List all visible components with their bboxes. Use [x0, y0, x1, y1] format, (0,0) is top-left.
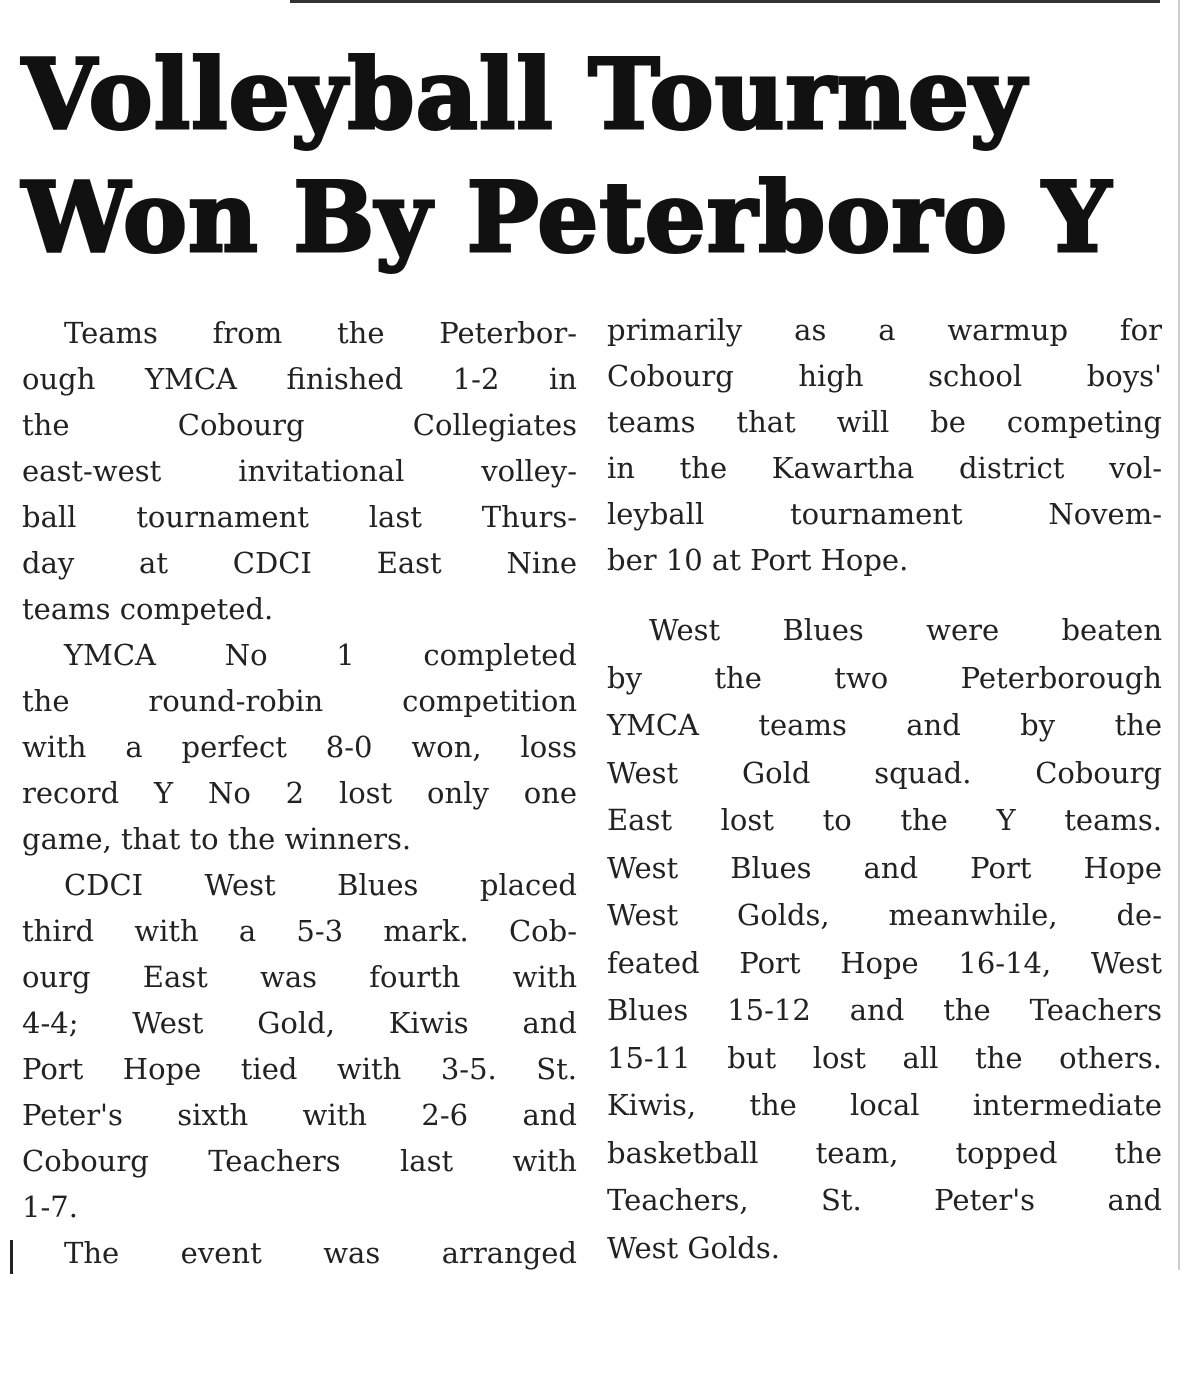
text-line: game, that to the winners.: [22, 822, 412, 856]
text-line: Port Hope tied with 3-5. St.: [22, 1052, 577, 1086]
text-line: ber 10 at Port Hope.: [607, 543, 909, 577]
article-column-right: [607, 307, 1162, 1272]
text-line: 15-11 but lost all the others.: [607, 1040, 1162, 1075]
text-line: ball tournament last Thurs-: [22, 500, 577, 534]
text-line: day at CDCI East Nine: [22, 546, 577, 580]
text-line: Teachers, St. Peter's and: [607, 1183, 1162, 1217]
text-line: primarily as a warmup for: [607, 313, 1162, 347]
paragraph: [607, 307, 1162, 583]
text-line: West Golds.: [607, 1230, 780, 1265]
article-column-left: [22, 310, 577, 1276]
text-line: The event was arranged: [64, 1236, 577, 1270]
text-line: teams that will be competing: [607, 405, 1162, 439]
text-line: East lost to the Y teams.: [607, 803, 1162, 837]
text-line: 1-7.: [22, 1190, 78, 1224]
text-line: Kiwis, the local intermediate: [607, 1088, 1162, 1122]
text-line: the round-robin competition: [22, 684, 577, 718]
text-line: 4-4; West Gold, Kiwis and: [22, 1006, 577, 1040]
text-line: third with a 5-3 mark. Cob-: [22, 914, 577, 948]
text-line: feated Port Hope 16-14, West: [607, 945, 1162, 980]
text-line: teams competed.: [22, 592, 274, 626]
text-line: record Y No 2 lost only one: [22, 776, 577, 810]
text-line: east-west invitational volley-: [22, 454, 577, 488]
top-rule: [290, 0, 1160, 3]
text-line: West Gold squad. Cobourg: [607, 755, 1162, 790]
text-line: West Golds, meanwhile, de-: [607, 898, 1162, 932]
text-line: Peter's sixth with 2-6 and: [22, 1098, 577, 1132]
text-line: CDCI West Blues placed: [64, 868, 577, 902]
paragraph: [607, 607, 1162, 1272]
text-line: basketball team, topped the: [607, 1135, 1162, 1170]
text-line: YMCA No 1 completed: [64, 638, 577, 672]
text-line: West Blues were beaten: [649, 613, 1162, 647]
text-line: Teams from the Peterbor-: [64, 316, 577, 350]
text-line: Cobourg high school boys': [607, 359, 1162, 393]
text-line: Blues 15-12 and the Teachers: [607, 993, 1162, 1027]
headline-line-1: Volleyball Tourney: [22, 38, 1027, 151]
margin-mark: [10, 1240, 13, 1274]
column-rule: [1178, 0, 1180, 1270]
text-line: ourg East was fourth with: [22, 960, 577, 994]
text-line: with a perfect 8-0 won, loss: [22, 730, 577, 764]
text-line: the Cobourg Collegiates: [22, 408, 577, 442]
text-line: by the two Peterborough: [607, 660, 1162, 695]
text-line: in the Kawartha district vol-: [607, 451, 1162, 485]
text-line: leyball tournament Novem-: [607, 497, 1162, 531]
text-line: YMCA teams and by the: [607, 708, 1162, 742]
headline-line-2: Won By Peterboro Y: [22, 161, 1112, 274]
text-line: Cobourg Teachers last with: [22, 1144, 577, 1178]
text-line: ough YMCA finished 1-2 in: [22, 362, 577, 396]
text-line: West Blues and Port Hope: [607, 850, 1162, 885]
